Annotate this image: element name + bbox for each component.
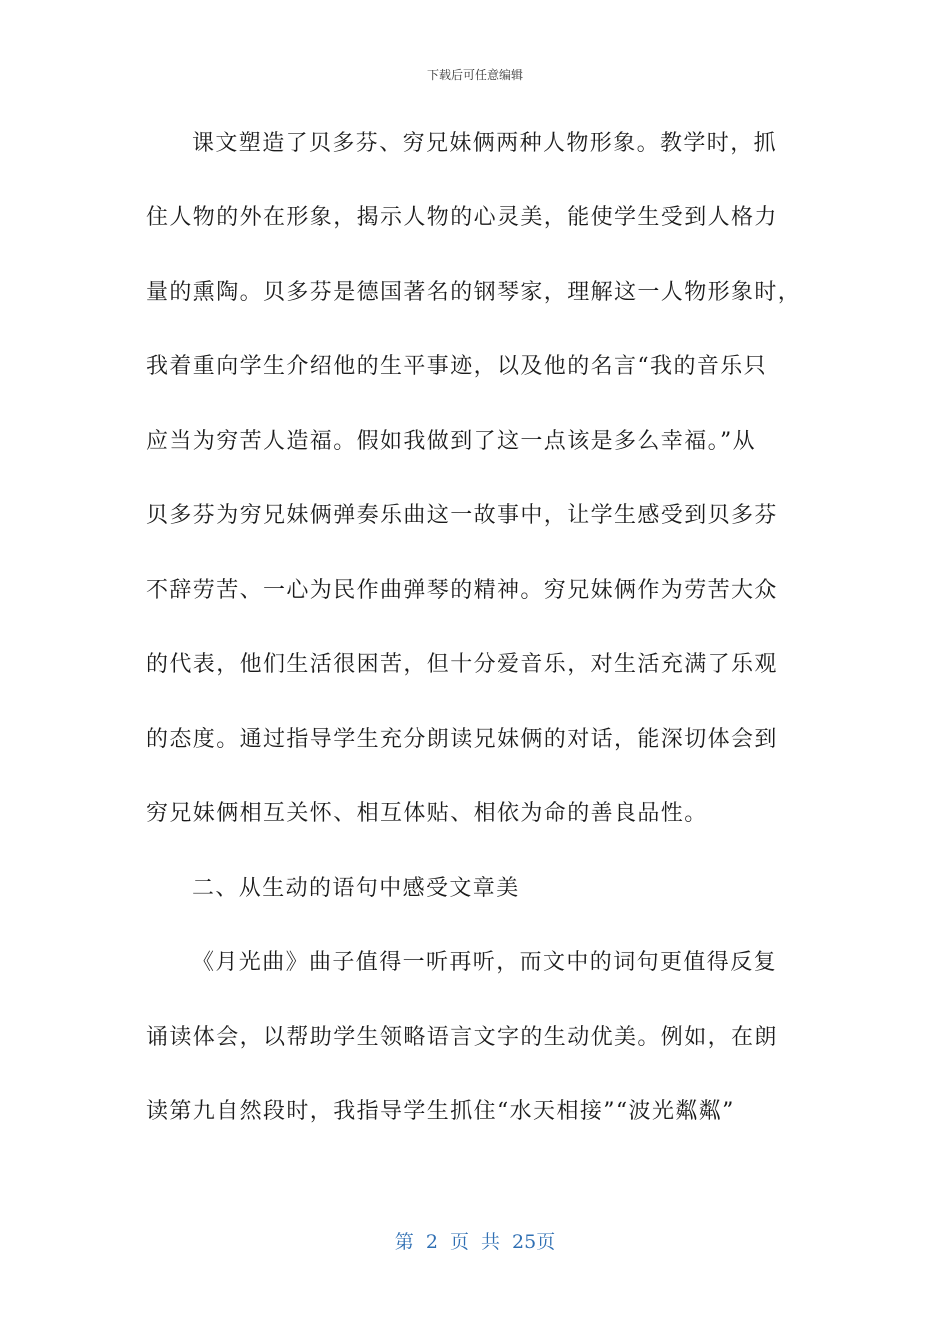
paragraph-line: 我着重向学生介绍他的生平事迹，以及他的名言“我的音乐只 (146, 354, 768, 379)
section-heading: 二、从生动的语句中感受文章美 (192, 876, 520, 901)
paragraph-line: 读第九自然段时，我指导学生抓住“水天相接”“波光粼粼” (146, 1099, 735, 1124)
paragraph-line: 贝多芬为穷兄妹俩弹奏乐曲这一故事中，让学生感受到贝多芬 (146, 503, 778, 528)
paragraph-line: 穷兄妹俩相互关怀、相互体贴、相依为命的善良品性。 (146, 801, 708, 826)
paragraph-line: 住人物的外在形象，揭示人物的心灵美，能使学生受到人格力 (146, 205, 778, 230)
paragraph-line: 的态度。通过指导学生充分朗读兄妹俩的对话，能深切体会到 (146, 727, 778, 752)
paragraph-line: 不辞劳苦、一心为民作曲弹琴的精神。穷兄妹俩作为劳苦大众 (146, 578, 778, 603)
paragraph-line: 应当为穷苦人造福。假如我做到了这一点该是多么幸福。”从 (146, 429, 757, 454)
paragraph-line: 的代表，他们生活很困苦，但十分爱音乐，对生活充满了乐观 (146, 652, 778, 677)
page-header: 下载后可任意编辑 (426, 68, 523, 82)
paragraph-line: 量的熏陶。贝多芬是德国著名的钢琴家，理解这一人物形象时， (146, 280, 802, 305)
page-number-footer: 第 2 页 共 25页 (394, 1231, 556, 1253)
paragraph-line: 诵读体会，以帮助学生领略语言文字的生动优美。例如，在朗 (146, 1025, 778, 1050)
paragraph-line: 《月光曲》曲子值得一听再听，而文中的词句更值得反复 (192, 950, 778, 975)
paragraph-line: 课文塑造了贝多芬、穷兄妹俩两种人物形象。教学时，抓 (192, 131, 778, 156)
